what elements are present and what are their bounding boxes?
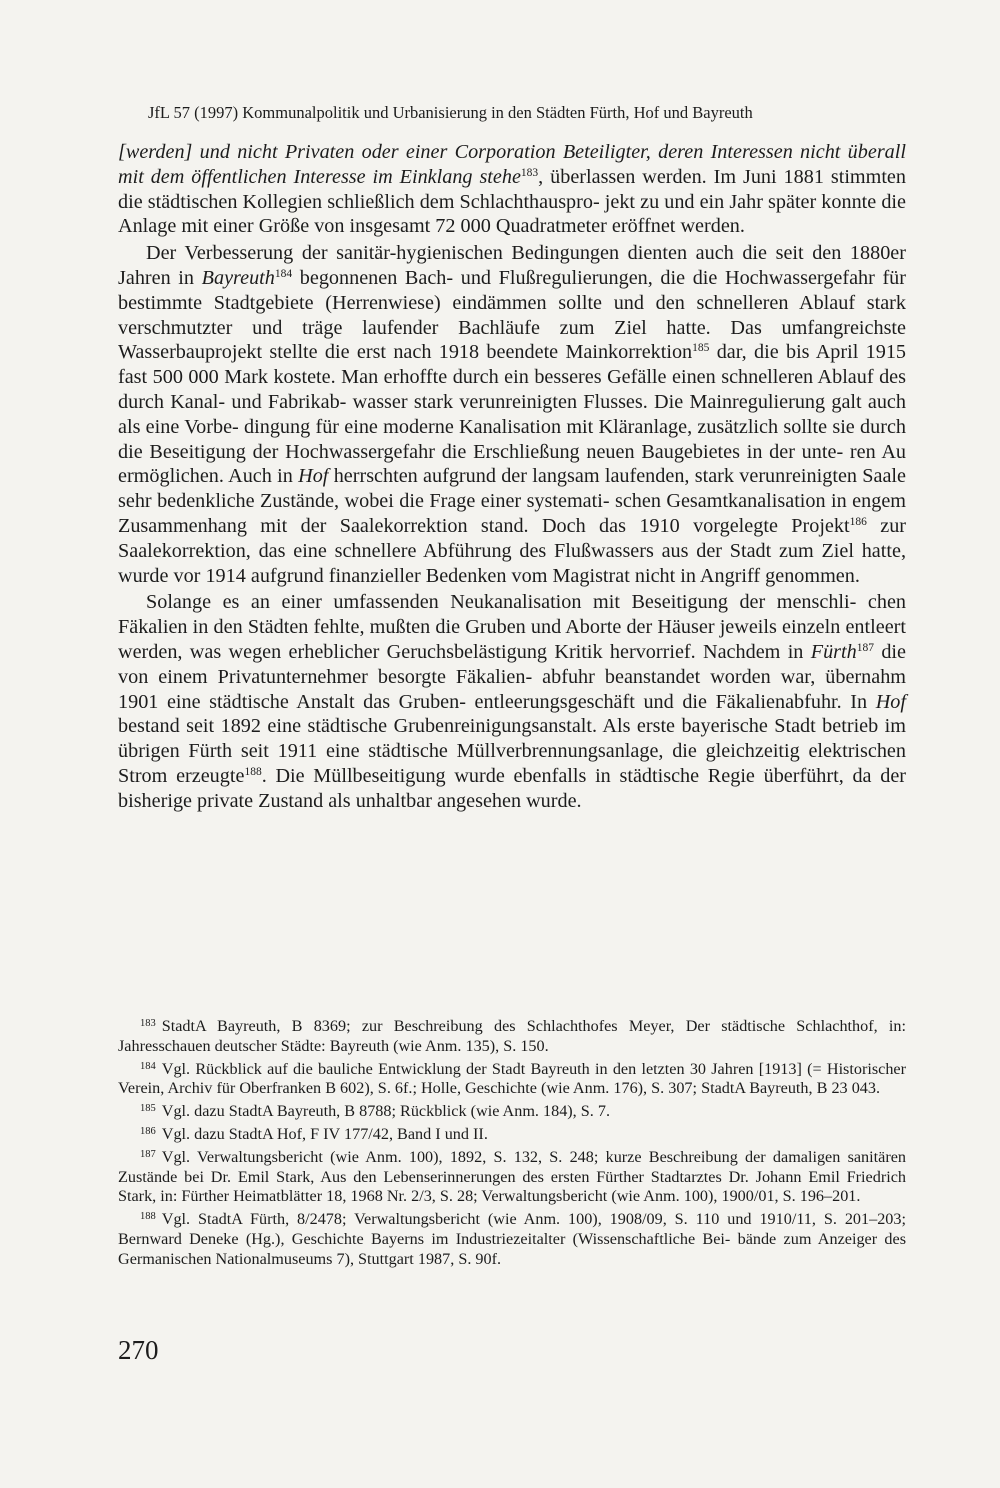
footnote-187 [118, 1148, 906, 1207]
footnote-188 [118, 1210, 906, 1269]
footnote-ref-187[interactable]: 187 [856, 641, 874, 654]
quotation-italic: [werden] und nicht Privaten oder einer Corporation Beteiligter, deren Interessen nicht überall mit dem öffentlichen Interesse im Einklang stehe [118, 141, 906, 188]
footnote-number: 186 [140, 1125, 156, 1137]
footnote-183 [118, 1017, 906, 1057]
page-number: 270 [118, 1335, 159, 1365]
footnote-number: 183 [140, 1018, 156, 1029]
running-head: JfL 57 (1997) Kommunalpolitik und Urbanisierung in den Städten Fürth, Hof und Bayreuth [148, 103, 753, 122]
paragraph-3-text-b: die von einem Privatunternehmer besorgte Fäkalien- abfuhr beanstandet worden war, übernahm 1901 eine städtische Anstalt das Gruben- entleerungsgeschäft und die Fäkalienabfuhr. In [118, 640, 906, 713]
footnote-number: 188 [140, 1211, 156, 1223]
footnote-text: StadtA Bayreuth, B 8369; zur Beschreibung des Schlachthofes Meyer, Der städtische Schlachthof, in: Jahresschauen deutscher Städte: Bayreuth (wie Anm. 135), S. 150. [118, 1017, 906, 1055]
body-text [118, 140, 906, 814]
footnote-text: Vgl. Rückblick auf die bauliche Entwicklung der Stadt Bayreuth in den letzten 30 Jahren [1913] (= Historischer Verein, Archiv für Oberfranken B 602), S. 6f.; Holle, Geschichte (wie Anm. 176), S. 307; StadtA Bayreuth, B 23 043. [118, 1059, 906, 1098]
paragraph-2-text-b: begonnenen Bach- und Flußregulierungen, die die Hochwassergefahr für bestimmte Stadtgebiete (Herrenwiese) eindämmen sollte und den schnelleren Ablauf stark verschmutzter und träge laufender Bachläufe zum Ziel hatte. Das umfangreichste Wasserbauprojekt stellte die erst nach 1918 beendete Mainkorrektion [118, 266, 906, 364]
paragraph-3-text-a: Solange es an einer umfassenden Neukanalisation mit Beseitigung der menschli- chen Fäkalien in den Städten fehlte, mußten die Gruben und Aborte der Häuser jeweils einzeln entleert werden, was wegen erheblicher Geruchsbelästigung Kritik hervorrief. Nachdem in [118, 591, 906, 663]
paragraph-2-text-e: zur Saalekorrektion, das eine schnellere Abführung des Flußwassers aus der Stadt zum Ziel hatte, wurde vor 1914 aufgrund finanzieller Bedenken vom Magistrat nicht in Angriff genommen. [118, 514, 907, 587]
footnote-number: 185 [140, 1103, 156, 1115]
footnote-ref-183[interactable]: 183 [520, 166, 539, 179]
footnote-ref-185[interactable]: 185 [692, 342, 710, 355]
paragraph-2 [118, 241, 906, 588]
footnote-ref-188[interactable]: 188 [244, 765, 262, 778]
paragraph-2-text-d: herrschten aufgrund der langsam laufenden, stark verunreinigten Saale sehr bedenkliche Zustände, wobei die Frage einer systemati- schen Gesamtkanalisation in engem Zusammenhang mit der Saalekorrektion stand. Doch das 1910 vorgelegte Projekt [118, 465, 906, 537]
footnote-text: Vgl. dazu StadtA Hof, F IV 177/42, Band I und II. [161, 1124, 488, 1143]
place-name-bayreuth: Bayreuth [201, 266, 275, 289]
footnote-text: Vgl. StadtA Fürth, 8/2478; Verwaltungsbericht (wie Anm. 100), 1908/09, S. 110 und 1910/11, S. 201–203; Bernward Deneke (Hg.), Geschichte Bayerns im Industriezeitalter (Wissenschaftliche Bei- bände zum Anzeiger des Germanischen Nationalmuseums 7), Stuttgart 1987, S. 90f. [118, 1210, 906, 1268]
footnote-ref-184[interactable]: 184 [274, 267, 293, 280]
footnotes [118, 1017, 906, 1273]
paragraph-3 [118, 590, 906, 813]
footnote-number: 184 [140, 1060, 156, 1072]
paragraph-3-text-c: bestand seit 1892 eine städtische Grubenreinigungsanstalt. Als erste bayerische Stadt betrieb im übrigen Fürth seit 1911 eine städtische Müllverbrennungsanlage, die gleichzeitig elektrischen Strom erzeugte [118, 715, 906, 787]
paragraph-1-text: , überlassen werden. Im Juni 1881 stimmten die städtischen Kollegien schließlich dem Schlachthauspro- jekt zu und ein Jahr später konnte die Anlage mit einer Größe von insgesamt 72 000 Quadratmeter eröffnet werden. [118, 165, 906, 238]
footnote-text: Vgl. Verwaltungsbericht (wie Anm. 100), 1892, S. 132, S. 248; kurze Beschreibung der damaligen sanitären Zustände bei Dr. Emil Stark, Aus den Lebenserinnerungen des ersten Fürther Stadtarztes Dr. Johann Emil Friedrich Stark, in: Fürther Heimatblätter 18, 1968 Nr. 2/3, S. 28; Verwaltungsbericht (wie Anm. 100), 1900/01, S. 196–201. [118, 1147, 906, 1206]
paragraph-2-text-c: dar, die bis April 1915 fast 500 000 Mark kostete. Man erhoffte durch ein besseres Gefälle einen schnelleren Ablauf des durch Kanal- und Fabrikab- wasser stark verunreinigten Flusses. Die Mainregulierung galt auch als eine Vorbe- dingung für eine moderne Kanalisation mit Kläranlage, zusätzlich sollte sie durch die Beseitigung der Hochwassergefahr die Erschließung neuen Baugebietes in der unte- ren Au ermöglichen. Auch in [118, 341, 907, 488]
paragraph-3-text-d: . Die Müllbeseitigung wurde ebenfalls in städtische Regie überführt, da der bisherige private Zustand als unhaltbar angesehen wurde. [118, 764, 907, 812]
footnote-text: Vgl. dazu StadtA Bayreuth, B 8788; Rückblick (wie Anm. 184), S. 7. [161, 1102, 611, 1121]
footnote-185 [118, 1102, 906, 1122]
paragraph-1 [118, 140, 906, 239]
place-name-hof: Hof [875, 690, 906, 713]
footnote-186 [118, 1125, 906, 1145]
footnote-number: 187 [140, 1148, 156, 1160]
place-name-hof: Hof [298, 465, 329, 488]
place-name-fuerth: Fürth [810, 640, 857, 663]
footnote-ref-186[interactable]: 186 [849, 515, 867, 528]
paragraph-2-text-a: Der Verbesserung der sanitär-hygienischen Bedingungen dienten auch die seit den 1880er Jahren in [118, 242, 906, 289]
footnote-184 [118, 1060, 906, 1100]
